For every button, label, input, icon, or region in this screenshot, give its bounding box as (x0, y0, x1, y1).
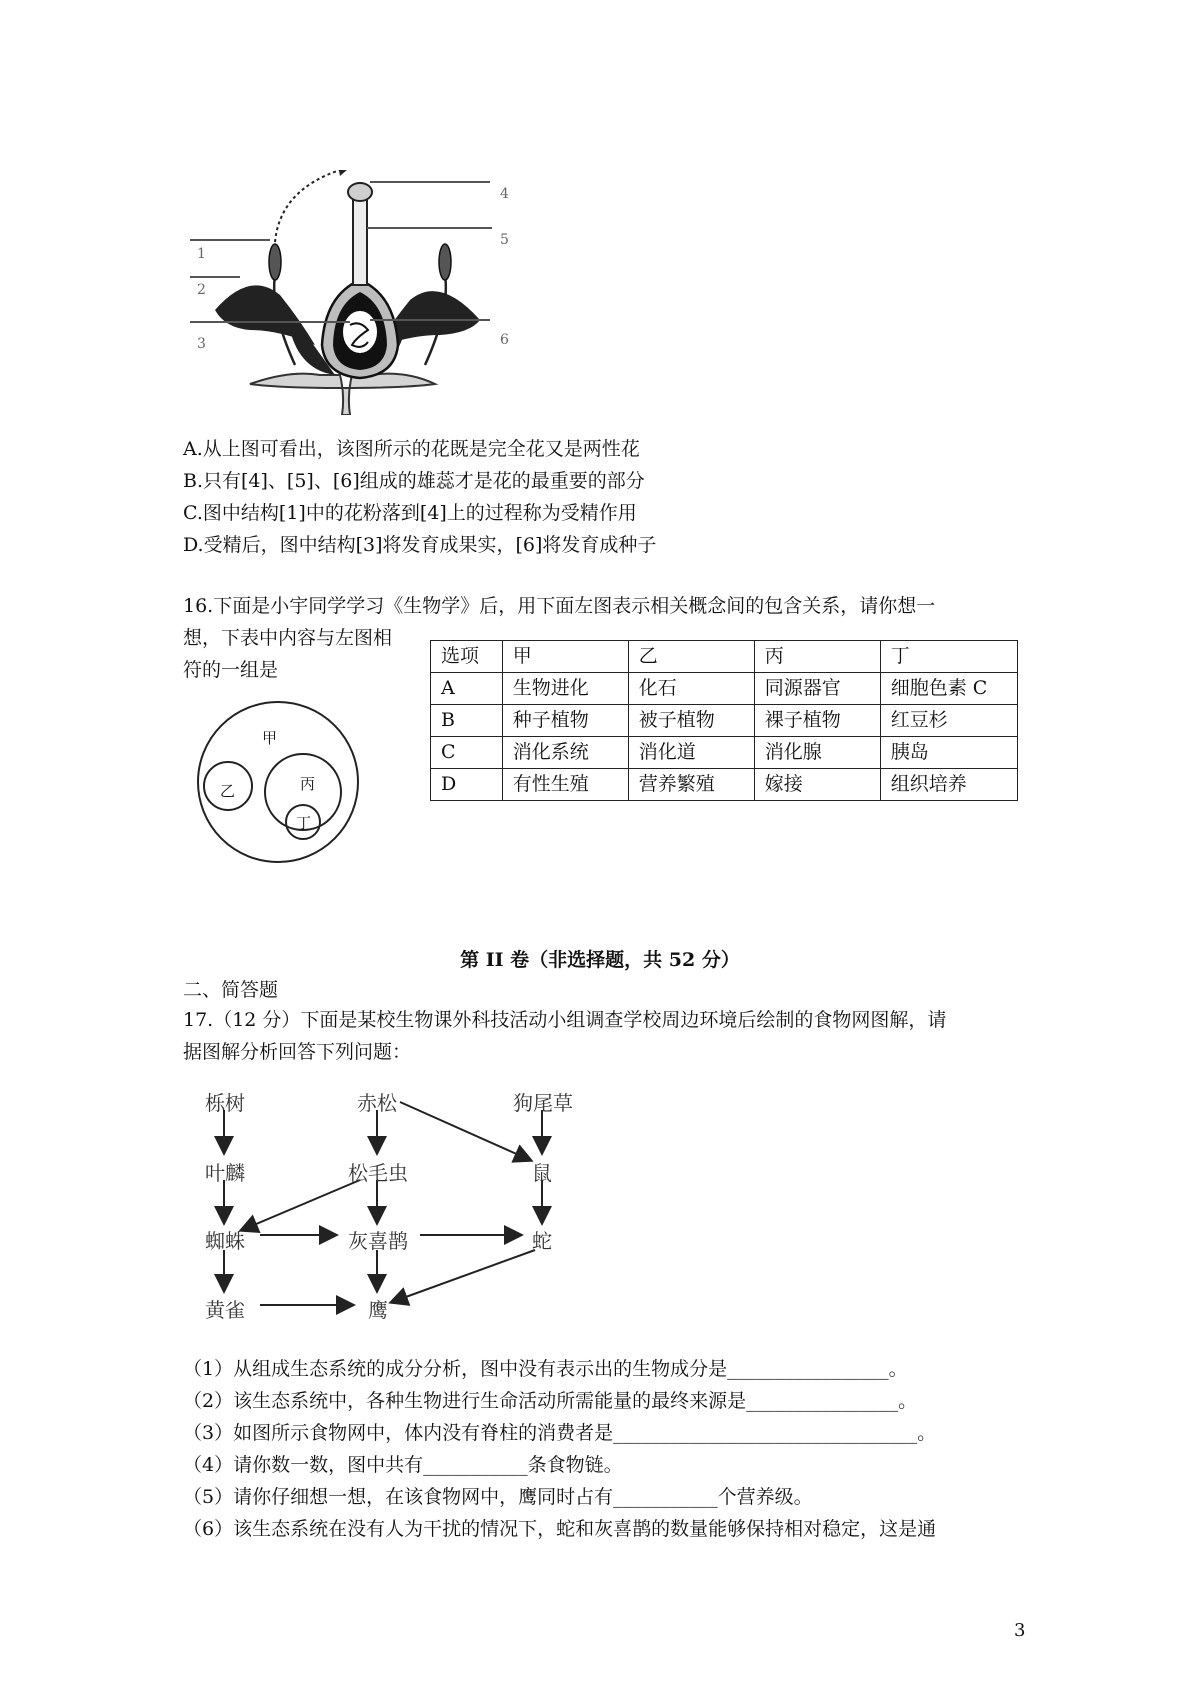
table-row (431, 705, 1018, 737)
flower-label-2: 2 (197, 282, 206, 298)
table-cell: B (431, 705, 503, 737)
table-header-cell: 选项 (431, 641, 503, 673)
organism-label: 赤松 (357, 1091, 397, 1115)
organism-label: 叶麟 (205, 1161, 245, 1185)
q16-stem-line3: 符的一组是 (183, 659, 279, 681)
flower-diagram (190, 170, 530, 415)
q15-option-a: A.从上图可看出，该图所示的花既是完全花又是两性花 (183, 438, 640, 460)
table-cell: 红豆杉 (880, 705, 1017, 737)
q17-sub-1: （1）从组成生态系统的成分分析，图中没有表示出的生物成分是_________________。 (183, 1358, 908, 1380)
table-cell: 胰岛 (880, 737, 1017, 769)
table-cell: 有性生殖 (502, 769, 628, 801)
organism-label: 狗尾草 (513, 1091, 573, 1115)
table-row (431, 737, 1018, 769)
table-cell: 被子植物 (628, 705, 754, 737)
circle-label-yi: 乙 (220, 782, 236, 800)
food-web-diagram (180, 1080, 610, 1330)
flower-label-1: 1 (197, 246, 206, 262)
table-header-cell: 乙 (628, 641, 754, 673)
table-cell: C (431, 737, 503, 769)
table-cell: 营养繁殖 (628, 769, 754, 801)
q15-option-c: C.图中结构[1]中的花粉落到[4]上的过程称为受精作用 (183, 502, 637, 524)
q17-stem-line1: 17.（12 分）下面是某校生物课外科技活动小组调查学校周边环境后绘制的食物网图解，请 (183, 1009, 947, 1031)
table-cell: 种子植物 (502, 705, 628, 737)
organism-label: 灰喜鹊 (348, 1229, 408, 1253)
section-heading: 二、简答题 (183, 979, 279, 1001)
q15-option-b: B.只有[4]、[5]、[6]组成的雄蕊才是花的最重要的部分 (183, 470, 645, 492)
flower-label-3: 3 (197, 336, 206, 352)
table-cell: A (431, 673, 503, 705)
part2-title: 第 II 卷（非选择题，共 52 分） (460, 949, 740, 971)
table-cell: 裸子植物 (754, 705, 880, 737)
q15-option-d: D.受精后，图中结构[3]将发育成果实，[6]将发育成种子 (183, 534, 657, 556)
organism-label: 蛇 (532, 1229, 552, 1253)
q17-sub-2: （2）该生态系统中，各种生物进行生命活动所需能量的最终来源是________________。 (183, 1390, 918, 1412)
circle-label-jia: 甲 (262, 729, 278, 747)
circle-label-bing: 丙 (300, 775, 316, 793)
q17-sub-6: （6）该生态系统在没有人为干扰的情况下，蛇和灰喜鹊的数量能够保持相对稳定，这是通 (183, 1518, 937, 1540)
q17-sub-3: （3）如图所示食物网中，体内没有脊柱的消费者是________________________________。 (183, 1422, 937, 1444)
table-cell: 同源器官 (754, 673, 880, 705)
table-header-row (431, 641, 1018, 673)
table-row (431, 673, 1018, 705)
table-cell: 消化系统 (502, 737, 628, 769)
organism-label: 鹰 (368, 1298, 388, 1322)
table-cell: 生物进化 (502, 673, 628, 705)
organism-label: 栎树 (205, 1091, 245, 1115)
page-number: 3 (1014, 1620, 1026, 1641)
table-cell: 细胞色素 C (880, 673, 1017, 705)
organism-label: 鼠 (532, 1161, 552, 1185)
organism-label: 蜘蛛 (205, 1229, 245, 1253)
flower-label-6: 6 (500, 332, 509, 348)
q17-sub-5: （5）请你仔细想一想，在该食物网中，鹰同时占有___________个营养级。 (183, 1486, 813, 1508)
organism-label: 松毛虫 (348, 1161, 408, 1185)
table-row (431, 769, 1018, 801)
q17-sub-4: （4）请你数一数，图中共有___________条食物链。 (183, 1454, 623, 1476)
table-header-cell: 丙 (754, 641, 880, 673)
concept-circles-diagram (188, 700, 368, 865)
q16-stem-line1: 16.下面是小宇同学学习《生物学》后，用下面左图表示相关概念间的包含关系，请你想一 (183, 595, 936, 617)
q16-options-table (430, 640, 1018, 801)
table-cell: 组织培养 (880, 769, 1017, 801)
table-cell: 消化腺 (754, 737, 880, 769)
table-cell: D (431, 769, 503, 801)
q17-stem-line2: 据图解分析回答下列问题： (183, 1041, 412, 1063)
table-header-cell: 甲 (502, 641, 628, 673)
flower-label-5: 5 (500, 232, 509, 248)
table-cell: 消化道 (628, 737, 754, 769)
flower-label-4: 4 (500, 186, 509, 202)
circle-label-ding: 丁 (296, 814, 312, 832)
table-cell: 化石 (628, 673, 754, 705)
table-header-cell: 丁 (880, 641, 1017, 673)
q16-stem-line2: 想，下表中内容与左图相 (183, 627, 393, 649)
organism-label: 黄雀 (205, 1298, 245, 1322)
table-cell: 嫁接 (754, 769, 880, 801)
